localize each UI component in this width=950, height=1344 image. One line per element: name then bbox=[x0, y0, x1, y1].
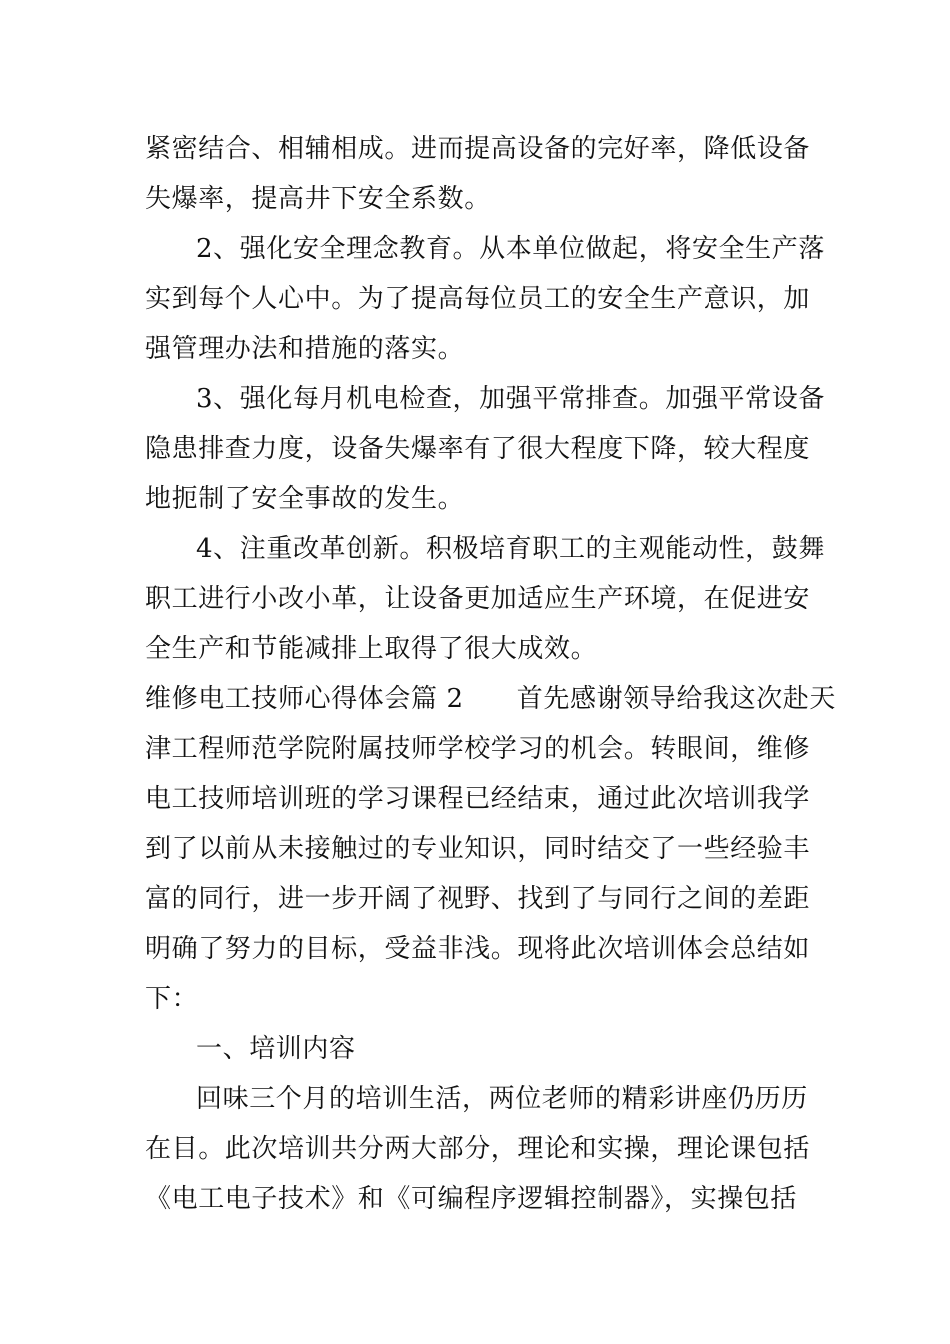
text-line: 失爆率，提高井下安全系数。 bbox=[145, 184, 491, 214]
text-line: 电工技师培训班的学习课程已经结束，通过此次培训我学 bbox=[145, 784, 811, 814]
text-line: 实到每个人心中。为了提高每位员工的安全生产意识，加 bbox=[145, 284, 811, 314]
text-line: 《电工电子技术》和《可编程序逻辑控制器》，实操包括 bbox=[145, 1184, 798, 1214]
text-line: 全生产和节能减排上取得了很大成效。 bbox=[145, 634, 598, 664]
text-line: 隐患排查力度，设备失爆率有了很大程度下降，较大程度 bbox=[145, 434, 811, 464]
text-line: 紧密结合、相辅相成。进而提高设备的完好率，降低设备 bbox=[145, 134, 811, 164]
paragraph-start-line: 2、强化安全理念教育。从本单位做起，将安全生产落 bbox=[196, 234, 825, 264]
text-line: 到了以前从未接触过的专业知识，同时结交了一些经验丰 bbox=[145, 834, 811, 864]
subheading-line: 一、培训内容 bbox=[196, 1034, 356, 1064]
section-heading-line: 维修电工技师心得体会篇 2 首先感谢领导给我这次赴天 bbox=[145, 684, 837, 714]
text-line: 津工程师范学院附属技师学校学习的机会。转眼间，维修 bbox=[145, 734, 811, 764]
text-line: 强管理办法和措施的落实。 bbox=[145, 334, 465, 364]
paragraph-start-line: 回味三个月的培训生活，两位老师的精彩讲座仍历历 bbox=[196, 1084, 808, 1114]
text-line: 富的同行，进一步开阔了视野、找到了与同行之间的差距 bbox=[145, 884, 811, 914]
text-line: 明确了努力的目标，受益非浅。现将此次培训体会总结如 bbox=[145, 934, 811, 964]
text-line: 下： bbox=[145, 984, 199, 1014]
paragraph-start-line: 3、强化每月机电检查，加强平常排查。加强平常设备 bbox=[196, 384, 825, 414]
text-line: 职工进行小改小革，让设备更加适应生产环境，在促进安 bbox=[145, 584, 811, 614]
paragraph-start-line: 4、注重改革创新。积极培育职工的主观能动性，鼓舞 bbox=[196, 534, 825, 564]
text-line: 在目。此次培训共分两大部分，理论和实操，理论课包括 bbox=[145, 1134, 811, 1164]
text-line: 地扼制了安全事故的发生。 bbox=[145, 484, 465, 514]
